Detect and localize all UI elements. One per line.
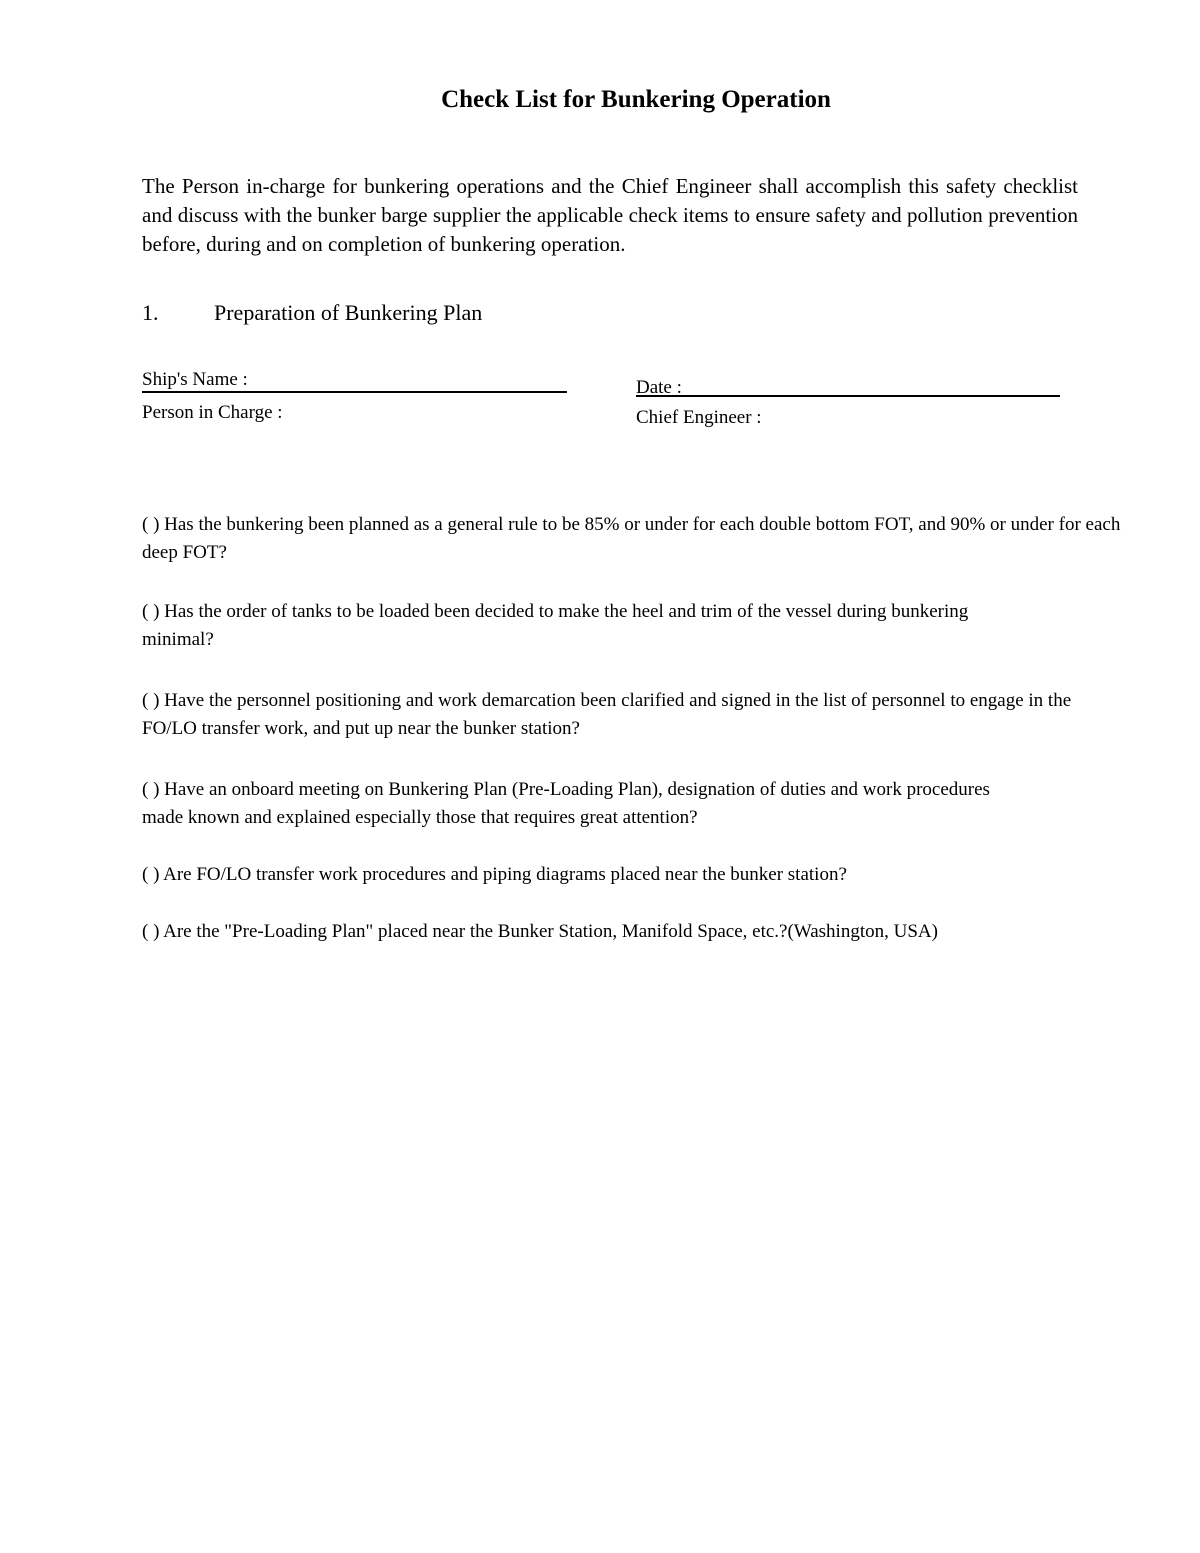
- intro-paragraph: The Person in-charge for bunkering operations and the Chief Engineer shall accomplish this safety checklist and discuss with the bunker barge supplier the applicable check items to ensure safety and pollution prevention before, during and on completion of bunkering operation.: [142, 174, 1078, 256]
- checklist-item: ( ) Have an onboard meeting on Bunkering Plan (Pre-Loading Plan), designation of duties and work procedures made known and explained especially those that requires great attention?: [142, 779, 990, 828]
- section-title: Preparation of Bunkering Plan: [214, 300, 483, 325]
- checklist-item: ( ) Are FO/LO transfer work procedures and piping diagrams placed near the bunker station?: [142, 864, 847, 885]
- date-label: Date :: [636, 377, 682, 398]
- date-line[interactable]: [636, 395, 1060, 397]
- document-title: Check List for Bunkering Operation: [441, 86, 831, 113]
- section-heading: [142, 300, 482, 326]
- checklist-item: ( ) Has the bunkering been planned as a general rule to be 85% or under for each double bottom FOT, and 90% or under for each deep FOT?: [142, 514, 1121, 563]
- ships-name-line[interactable]: [142, 391, 567, 393]
- checklist-item: ( ) Have the personnel positioning and work demarcation been clarified and signed in the list of personnel to engage in the FO/LO transfer work, and put up near the bunker station?: [142, 690, 1072, 739]
- section-number: 1.: [142, 300, 159, 325]
- checklist-item: ( ) Has the order of tanks to be loaded been decided to make the heel and trim of the vessel during bunkering minimal?: [142, 601, 969, 650]
- person-in-charge-label: Person in Charge :: [142, 402, 283, 423]
- checklist-item: ( ) Are the "Pre-Loading Plan" placed near the Bunker Station, Manifold Space, etc.?(Washington, USA): [142, 921, 938, 942]
- ships-name-label: Ship's Name :: [142, 369, 248, 390]
- chief-engineer-label: Chief Engineer :: [636, 407, 762, 428]
